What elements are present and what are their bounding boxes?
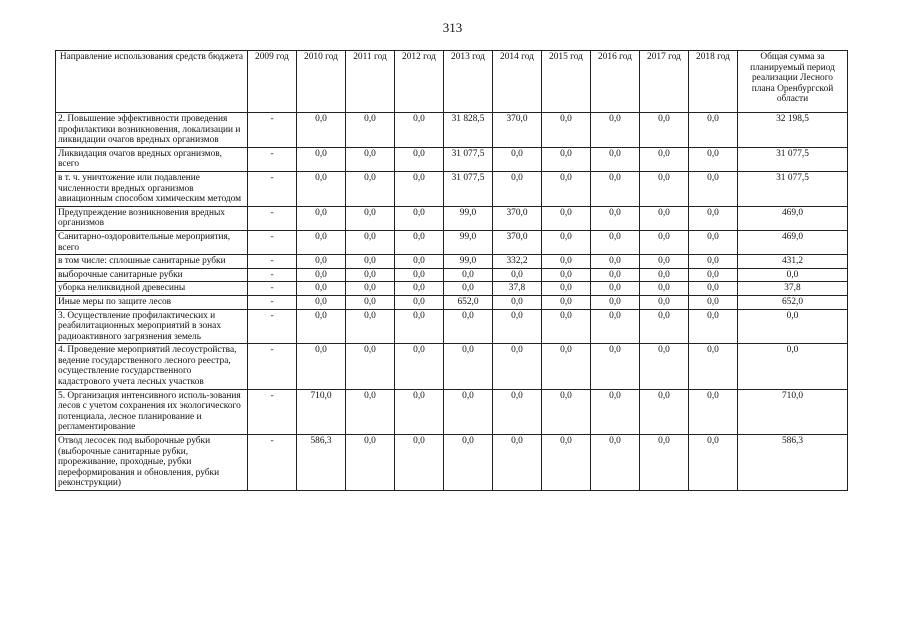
cell-year-2010: 710,0 <box>297 389 346 434</box>
cell-year-2011: 0,0 <box>346 282 395 296</box>
cell-year-2016: 0,0 <box>591 113 640 148</box>
cell-year-2011: 0,0 <box>346 309 395 344</box>
header-year-2012: 2012 год <box>395 51 444 113</box>
cell-year-2009: - <box>248 171 297 206</box>
table-row <box>56 344 848 389</box>
cell-year-2015: 0,0 <box>542 435 591 491</box>
cell-year-2018: 0,0 <box>689 344 738 389</box>
cell-year-2014: 0,0 <box>493 147 542 171</box>
cell-total: 37,8 <box>738 282 848 296</box>
cell-year-2013: 652,0 <box>444 295 493 309</box>
cell-year-2010: 0,0 <box>297 309 346 344</box>
table-row <box>56 206 848 230</box>
cell-year-2014: 0,0 <box>493 171 542 206</box>
cell-total: 0,0 <box>738 268 848 282</box>
cell-year-2018: 0,0 <box>689 113 738 148</box>
cell-year-2011: 0,0 <box>346 268 395 282</box>
cell-year-2013: 31 077,5 <box>444 147 493 171</box>
cell-year-2017: 0,0 <box>640 282 689 296</box>
cell-year-2015: 0,0 <box>542 147 591 171</box>
cell-total: 0,0 <box>738 309 848 344</box>
cell-total: 469,0 <box>738 230 848 254</box>
cell-year-2010: 0,0 <box>297 295 346 309</box>
cell-year-2011: 0,0 <box>346 113 395 148</box>
cell-total: 710,0 <box>738 389 848 434</box>
cell-year-2015: 0,0 <box>542 344 591 389</box>
header-year-2017: 2017 год <box>640 51 689 113</box>
cell-year-2015: 0,0 <box>542 282 591 296</box>
row-label: Ликвидация очагов вредных организмов, всего <box>56 147 248 171</box>
cell-year-2018: 0,0 <box>689 268 738 282</box>
cell-year-2011: 0,0 <box>346 295 395 309</box>
table-row <box>56 113 848 148</box>
cell-year-2015: 0,0 <box>542 230 591 254</box>
cell-year-2011: 0,0 <box>346 389 395 434</box>
header-row <box>56 51 848 113</box>
cell-year-2014: 332,2 <box>493 255 542 269</box>
cell-year-2018: 0,0 <box>689 309 738 344</box>
cell-year-2013: 0,0 <box>444 389 493 434</box>
cell-year-2016: 0,0 <box>591 230 640 254</box>
cell-year-2012: 0,0 <box>395 309 444 344</box>
table-row <box>56 389 848 434</box>
cell-year-2013: 31 828,5 <box>444 113 493 148</box>
header-year-2010: 2010 год <box>297 51 346 113</box>
row-label: Отвод лесосек под выборочные рубки (выборочные санитарные рубки, прореживание, проходные, рубки переформирования и обновления, рубки реконструкции) <box>56 435 248 491</box>
cell-total: 31 077,5 <box>738 147 848 171</box>
cell-year-2013: 0,0 <box>444 435 493 491</box>
cell-year-2012: 0,0 <box>395 230 444 254</box>
cell-year-2017: 0,0 <box>640 295 689 309</box>
cell-year-2018: 0,0 <box>689 295 738 309</box>
cell-year-2009: - <box>248 309 297 344</box>
cell-year-2016: 0,0 <box>591 282 640 296</box>
cell-year-2011: 0,0 <box>346 344 395 389</box>
cell-year-2017: 0,0 <box>640 230 689 254</box>
cell-year-2015: 0,0 <box>542 206 591 230</box>
table-row <box>56 435 848 491</box>
row-label: в том числе: сплошные санитарные рубки <box>56 255 248 269</box>
cell-year-2016: 0,0 <box>591 171 640 206</box>
cell-year-2016: 0,0 <box>591 389 640 434</box>
cell-year-2009: - <box>248 230 297 254</box>
cell-year-2010: 0,0 <box>297 255 346 269</box>
table-row <box>56 268 848 282</box>
cell-year-2012: 0,0 <box>395 282 444 296</box>
header-year-2018: 2018 год <box>689 51 738 113</box>
cell-year-2009: - <box>248 282 297 296</box>
header-year-2009: 2009 год <box>248 51 297 113</box>
header-total: Общая сумма за планируемый период реализации Лесного плана Оренбургской области <box>738 51 848 113</box>
cell-year-2015: 0,0 <box>542 113 591 148</box>
cell-year-2014: 370,0 <box>493 230 542 254</box>
cell-year-2009: - <box>248 435 297 491</box>
cell-year-2012: 0,0 <box>395 255 444 269</box>
cell-year-2012: 0,0 <box>395 206 444 230</box>
cell-year-2017: 0,0 <box>640 435 689 491</box>
cell-year-2012: 0,0 <box>395 295 444 309</box>
cell-year-2009: - <box>248 295 297 309</box>
cell-year-2015: 0,0 <box>542 171 591 206</box>
cell-year-2013: 0,0 <box>444 268 493 282</box>
row-label: 5. Организация интенсивного исполь-зования лесов с учетом сохранения их экологического потенциала, лесное планирование и регламентирование <box>56 389 248 434</box>
cell-year-2012: 0,0 <box>395 113 444 148</box>
cell-year-2011: 0,0 <box>346 255 395 269</box>
row-label: 4. Проведение мероприятий лесоустройства, ведение государственного лесного реестра, осуществление государственного кадастрового учета лесных участков <box>56 344 248 389</box>
cell-year-2013: 0,0 <box>444 344 493 389</box>
cell-year-2014: 0,0 <box>493 268 542 282</box>
row-label: в т. ч. уничтожение или подавление численности вредных организмов авиационным способом химическим методом <box>56 171 248 206</box>
cell-year-2016: 0,0 <box>591 344 640 389</box>
cell-year-2015: 0,0 <box>542 309 591 344</box>
cell-year-2016: 0,0 <box>591 147 640 171</box>
cell-year-2014: 0,0 <box>493 344 542 389</box>
header-year-2011: 2011 год <box>346 51 395 113</box>
row-label: Санитарно-оздоровительные мероприятия, всего <box>56 230 248 254</box>
table-row <box>56 230 848 254</box>
cell-year-2017: 0,0 <box>640 147 689 171</box>
table-row <box>56 171 848 206</box>
header-year-2014: 2014 год <box>493 51 542 113</box>
cell-total: 652,0 <box>738 295 848 309</box>
cell-year-2018: 0,0 <box>689 230 738 254</box>
cell-year-2015: 0,0 <box>542 389 591 434</box>
cell-year-2013: 0,0 <box>444 309 493 344</box>
table-row <box>56 282 848 296</box>
table-row <box>56 147 848 171</box>
cell-year-2015: 0,0 <box>542 255 591 269</box>
row-label: Иные меры по защите лесов <box>56 295 248 309</box>
cell-year-2014: 37,8 <box>493 282 542 296</box>
cell-year-2013: 99,0 <box>444 206 493 230</box>
cell-year-2015: 0,0 <box>542 268 591 282</box>
cell-year-2018: 0,0 <box>689 255 738 269</box>
cell-year-2014: 370,0 <box>493 113 542 148</box>
cell-year-2009: - <box>248 389 297 434</box>
cell-year-2013: 0,0 <box>444 282 493 296</box>
cell-year-2017: 0,0 <box>640 309 689 344</box>
cell-year-2017: 0,0 <box>640 206 689 230</box>
cell-year-2010: 0,0 <box>297 147 346 171</box>
cell-year-2018: 0,0 <box>689 435 738 491</box>
cell-year-2011: 0,0 <box>346 435 395 491</box>
cell-year-2011: 0,0 <box>346 206 395 230</box>
cell-year-2010: 0,0 <box>297 282 346 296</box>
cell-year-2009: - <box>248 113 297 148</box>
cell-year-2015: 0,0 <box>542 295 591 309</box>
cell-year-2013: 99,0 <box>444 230 493 254</box>
cell-total: 31 077,5 <box>738 171 848 206</box>
cell-year-2010: 586,3 <box>297 435 346 491</box>
cell-year-2012: 0,0 <box>395 344 444 389</box>
cell-year-2009: - <box>248 344 297 389</box>
cell-year-2009: - <box>248 206 297 230</box>
row-label: 3. Осуществление профилактических и реабилитационных мероприятий в зонах радиоактивного загрязнения земель <box>56 309 248 344</box>
cell-year-2011: 0,0 <box>346 171 395 206</box>
row-label: 2. Повышение эффективности проведения профилактики возникновения, локализации и ликвидации очагов вредных организмов <box>56 113 248 148</box>
cell-year-2010: 0,0 <box>297 171 346 206</box>
row-label: уборка неликвидной древесины <box>56 282 248 296</box>
cell-year-2011: 0,0 <box>346 230 395 254</box>
cell-year-2017: 0,0 <box>640 389 689 434</box>
table-row <box>56 309 848 344</box>
cell-year-2012: 0,0 <box>395 268 444 282</box>
cell-year-2009: - <box>248 268 297 282</box>
cell-total: 0,0 <box>738 344 848 389</box>
cell-total: 469,0 <box>738 206 848 230</box>
cell-year-2017: 0,0 <box>640 255 689 269</box>
cell-year-2013: 31 077,5 <box>444 171 493 206</box>
cell-year-2010: 0,0 <box>297 344 346 389</box>
cell-year-2011: 0,0 <box>346 147 395 171</box>
budget-table <box>55 50 848 491</box>
cell-year-2016: 0,0 <box>591 206 640 230</box>
cell-year-2014: 0,0 <box>493 389 542 434</box>
cell-year-2012: 0,0 <box>395 435 444 491</box>
cell-total: 586,3 <box>738 435 848 491</box>
cell-year-2012: 0,0 <box>395 147 444 171</box>
header-year-2015: 2015 год <box>542 51 591 113</box>
header-direction: Направление использования средств бюджета <box>56 51 248 113</box>
cell-year-2016: 0,0 <box>591 309 640 344</box>
cell-year-2014: 0,0 <box>493 295 542 309</box>
table-row <box>56 295 848 309</box>
cell-total: 431,2 <box>738 255 848 269</box>
cell-year-2016: 0,0 <box>591 435 640 491</box>
cell-year-2010: 0,0 <box>297 268 346 282</box>
cell-year-2014: 0,0 <box>493 309 542 344</box>
cell-year-2014: 0,0 <box>493 435 542 491</box>
cell-year-2014: 370,0 <box>493 206 542 230</box>
cell-year-2017: 0,0 <box>640 113 689 148</box>
cell-year-2018: 0,0 <box>689 206 738 230</box>
cell-year-2017: 0,0 <box>640 171 689 206</box>
cell-year-2010: 0,0 <box>297 230 346 254</box>
cell-year-2016: 0,0 <box>591 268 640 282</box>
cell-year-2016: 0,0 <box>591 255 640 269</box>
cell-year-2018: 0,0 <box>689 389 738 434</box>
cell-year-2017: 0,0 <box>640 268 689 282</box>
cell-year-2018: 0,0 <box>689 282 738 296</box>
row-label: Предупреждение возникновения вредных организмов <box>56 206 248 230</box>
page-number: 313 <box>442 20 463 35</box>
cell-year-2010: 0,0 <box>297 113 346 148</box>
cell-year-2013: 99,0 <box>444 255 493 269</box>
row-label: выборочные санитарные рубки <box>56 268 248 282</box>
cell-year-2018: 0,0 <box>689 147 738 171</box>
cell-year-2009: - <box>248 147 297 171</box>
cell-year-2017: 0,0 <box>640 344 689 389</box>
cell-year-2009: - <box>248 255 297 269</box>
cell-year-2016: 0,0 <box>591 295 640 309</box>
table-row <box>56 255 848 269</box>
cell-year-2012: 0,0 <box>395 171 444 206</box>
header-year-2013: 2013 год <box>444 51 493 113</box>
cell-total: 32 198,5 <box>738 113 848 148</box>
cell-year-2018: 0,0 <box>689 171 738 206</box>
cell-year-2012: 0,0 <box>395 389 444 434</box>
header-year-2016: 2016 год <box>591 51 640 113</box>
cell-year-2010: 0,0 <box>297 206 346 230</box>
